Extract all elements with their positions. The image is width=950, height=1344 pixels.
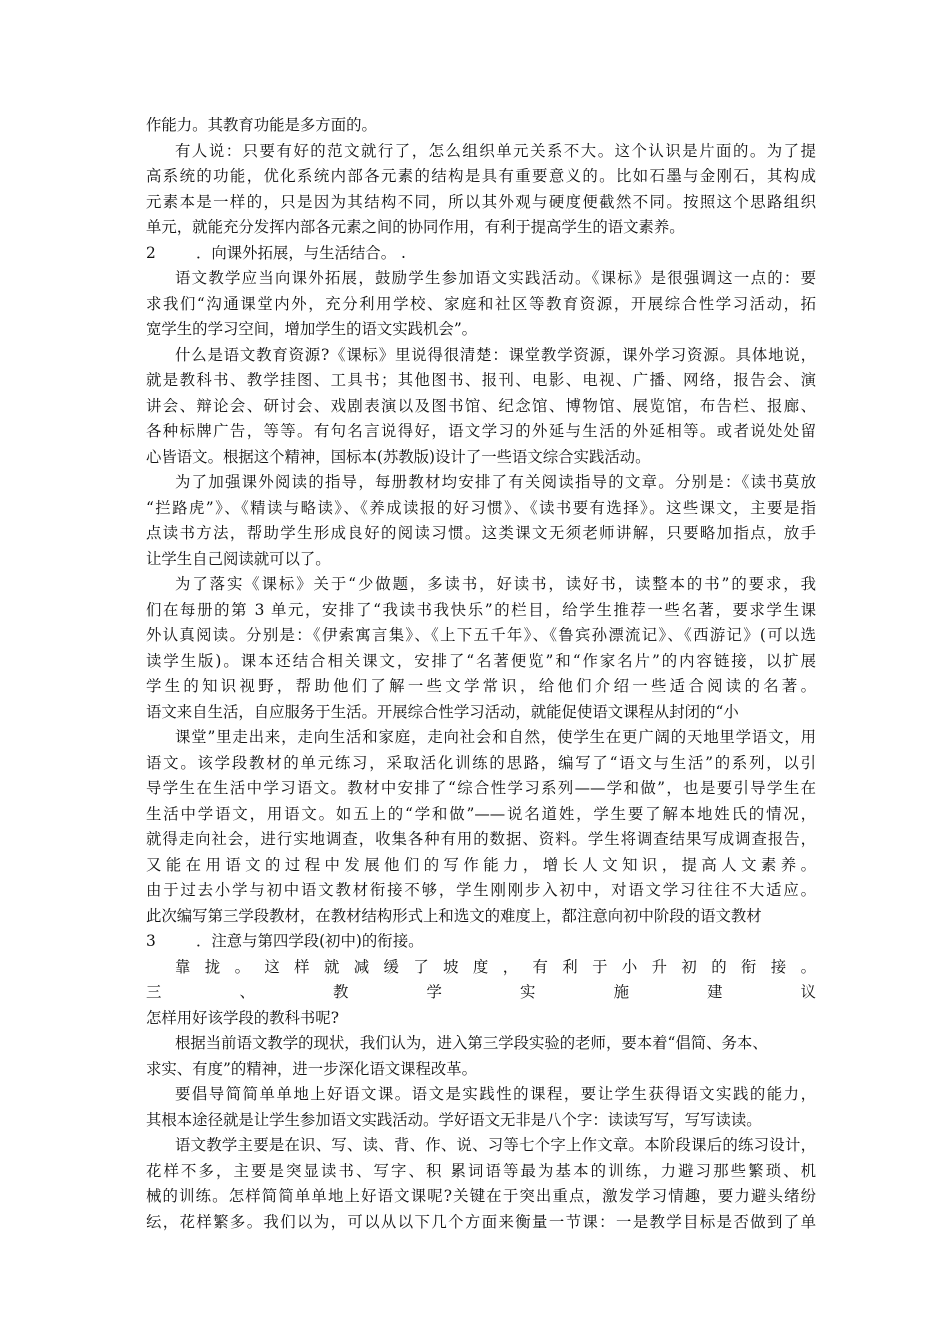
text-line: 让学生自己阅读就可以了。 [146, 549, 331, 568]
section-heading [146, 929, 816, 955]
text-line: 语文来自生活，自应服务于生活。开展综合性学习活动，就能促使语文课程从封闭的“小 [146, 702, 739, 721]
text-line: 就是教科书、教学挂图、工具书；其他图书、报刊、电影、电视、广播、网络，报告会、演 [146, 371, 816, 389]
document-body [146, 113, 816, 1312]
text-line: 此次编写第三学段教材，在教材结构形式上和选文的难度上，都注意向初中阶段的语文教材 [146, 906, 762, 925]
text-line: 高系统的功能，优化系统内部各元素的结构是具有重要意义的。比如石墨与金刚石，其构成 [146, 167, 816, 185]
text-line: 由于过去小学与初中语文教材衔接不够，学生刚刚步入初中，对语文学习往往不大适应。 [146, 881, 816, 899]
text-line: 点读书方法，帮助学生形成良好的阅读习惯。这类课文无须老师讲解，只要略加指点，放手 [146, 524, 816, 542]
text-line: 什么是语文教育资源?《课标》里说得很清楚：课堂教学资源，课外学习资源。具体地说， [175, 345, 816, 364]
text-line: 求我们“沟通课堂内外，充分利用学校、家庭和社区等教育资源，开展综合性学习活动，拓 [146, 294, 816, 313]
text-line: 花样不多，主要是突显读书、写字、积 累词语等最为基本的训练，力避习那些繁琐、机 [146, 1161, 816, 1180]
text-line: 语文教学主要是在识、写、读、背、作、说、习等七个字上作文章。本阶段课后的练习设计， [175, 1136, 816, 1154]
text-line: 心皆语文。根据这个精神，国标本(苏教版)设计了一些语文综合实践活动。 [146, 447, 651, 466]
text-line [146, 1286, 816, 1312]
section-number: 2 [146, 243, 156, 262]
text-line: 为了落实《课标》关于“少做题，多读书，好读书，读好书，读整本的书”的要求，我 [175, 575, 816, 593]
text-line: 械的训练。怎样简简单单地上好语文课呢?关键在于突出重点，激发学习情趣，要力避头绪纷 [146, 1187, 816, 1205]
text-line: 靠拢。这样就减缓了坡度，有利于小升初的衔接。 [175, 957, 816, 976]
text-line: 有人说：只要有好的范文就行了，怎么组织单元关系不大。这个认识是片面的。为了提 [175, 141, 816, 160]
text-line: 讲会、辩论会、研讨会、戏剧表演以及图书馆、纪念馆、博物馆、展览馆，布告栏、报廊、 [146, 396, 816, 415]
text-line: 又能在用语文的过程中发展他们的写作能力，增长人文知识，提高人文素养。 [146, 855, 816, 874]
text-line: 宽学生的学习空间，增加学生的语文实践机会”。 [146, 320, 478, 338]
text-line: 单元，就能充分发挥内部各元素之间的协同作用，有利于提高学生的语文素养。 [146, 218, 685, 236]
text-line: 三、教学实施建议 [146, 983, 816, 1001]
text-line [146, 1261, 816, 1287]
text-line: 根据当前语文教学的现状，我们认为，进入第三学段实验的老师，要本着“倡简、务本、 [175, 1034, 768, 1052]
text-line: 导学生在生活中学习语文。教材中安排了“综合性学习系列——学和做”，也是要引导学生在 [146, 779, 816, 797]
text-line: 纭，花样繁多。我们以为，可以从以下几个方面来衡量一节课：一是教学目标是否做到了单 [146, 1212, 816, 1231]
section-title: ．注意与第四学段(初中)的衔接。 [196, 932, 424, 950]
text-line: 求实、有度”的精神，进一步深化语文课程改革。 [146, 1059, 478, 1078]
text-line: 怎样用好该学段的教科书呢? [146, 1008, 339, 1027]
text-line: 就得走向社会，进行实地调查，收集各种有用的数据、资料。学生将调查结果写成调查报告， [146, 830, 816, 848]
text-line [146, 1235, 816, 1261]
text-line: 元素本是一样的，只是因为其结构不同，所以其外观与硬度便截然不同。按照这个思路组织 [146, 192, 816, 211]
text-line: 读学生版)。课本还结合相关课文，安排了“名著便览”和“作家名片”的内容链接，以扩展 [146, 651, 816, 670]
text-line: “拦路虎”》、《精读与略读》、《养成读报的好习惯》、《读书要有选择》。这些课文，主要是指 [146, 498, 816, 517]
text-line: 学生的知识视野，帮助他们了解一些文学常识，给他们介绍一些适合阅读的名著。 [146, 677, 816, 695]
text-line: 生活中学语文，用语文。如五上的“学和做”——说名道姓，学生要了解本地姓氏的情况， [146, 804, 816, 823]
section-number: 3 [146, 932, 156, 950]
text-line: 们在每册的第 3 单元，安排了“我读书我快乐”的栏目，给学生推荐一些名著，要求学生课 [146, 600, 816, 619]
text-line: 外认真阅读。分别是：《伊索寓言集》、《上下五千年》、《鲁宾孙漂流记》、《西游记》(可以选 [146, 626, 816, 644]
text-line: 为了加强课外阅读的指导，每册教材均安排了有关阅读指导的文章。分别是：《读书莫放 [175, 473, 816, 491]
text-line: 课堂”里走出来，走向生活和家庭，走向社会和自然，使学生在更广阔的天地里学语文，用 [175, 728, 816, 746]
section-title: ．向课外拓展，与生活结合。 . [196, 243, 406, 262]
text-line: 语文。该学段教材的单元练习，采取活化训练的思路，编写了“语文与生活”的系列，以引 [146, 753, 816, 772]
section-heading [146, 241, 816, 267]
text-line: 各种标牌广告，等等。有句名言说得好，语文学习的外延与生活的外延相等。或者说处处留 [146, 422, 816, 440]
text-line: 作能力。其教育功能是多方面的。 [146, 116, 377, 134]
text-line: 其根本途径就是让学生参加语文实践活动。学好语文无非是八个字：读读写写，写写读读。 [146, 1110, 762, 1129]
text-line: 要倡导简简单单地上好语文课。语文是实践性的课程，要让学生获得语文实践的能力， [175, 1085, 816, 1103]
text-line: 语文教学应当向课外拓展，鼓励学生参加语文实践活动。《课标》是很强调这一点的：要 [175, 269, 816, 287]
